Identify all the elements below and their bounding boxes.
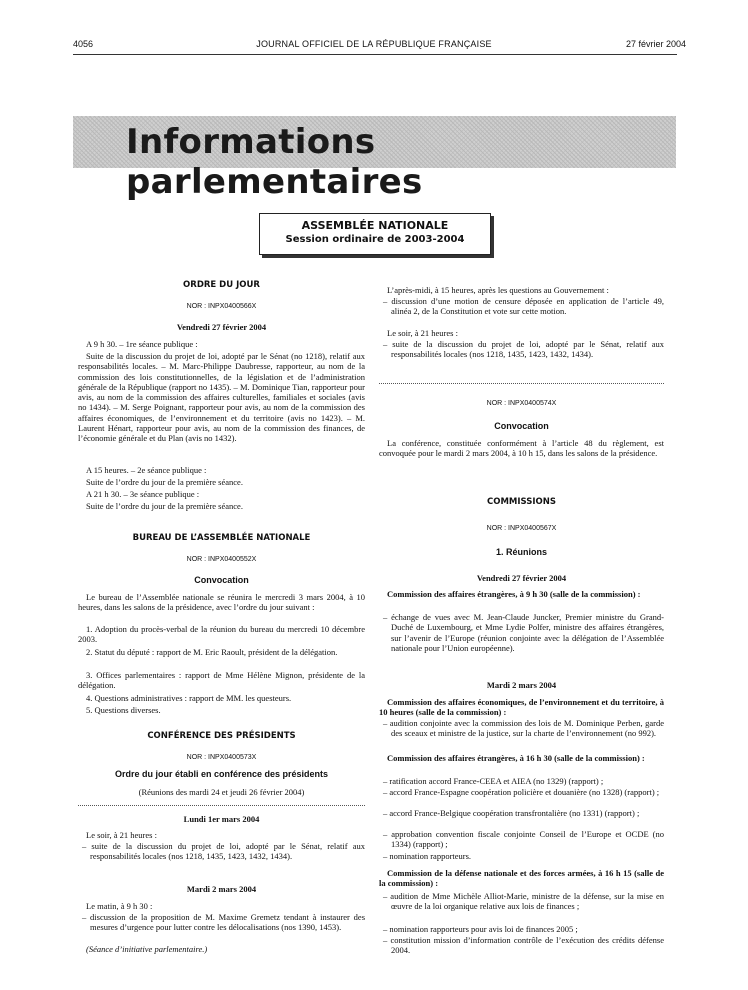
etr2-item-5: – nomination rapporteurs.: [383, 851, 472, 861]
section-banner: [73, 116, 676, 202]
convocation-heading: Convocation: [494, 421, 549, 431]
seance3: A 21 h 30. – 3e séance publique :: [86, 489, 200, 499]
bureau-item-3: 3. Offices parlementaires : rapport de Mme Hélène Mignon, présidente de la délégation.: [78, 670, 365, 691]
mardi-heading-right: Mardi 2 mars 2004: [486, 680, 557, 690]
apresmidi: L’après-midi, à 15 heures, après les questions au Gouvernement :: [387, 285, 609, 295]
dotted-separator-right: [379, 383, 664, 384]
conference-reunions: (Réunions des mardi 24 et jeudi 26 février 2004): [138, 787, 305, 797]
etr2-item-1: – ratification accord France-CEEA et AIEA (no 1329) (rapport) ;: [383, 776, 604, 786]
etr2-item-2: – accord France-Espagne coopération policière et douanière (no 1328) (rapport) ;: [383, 787, 660, 797]
page-number: 4056: [73, 39, 94, 49]
def-item-3: – constitution mission d’information contrôle de l’exécution des crédits défense 2004.: [383, 935, 664, 956]
conference-subtitle: Ordre du jour établi en conférence des présidents: [114, 769, 329, 779]
bureau-item-1: 1. Adoption du procès-verbal de la réunion du bureau du mercredi 10 décembre 2003.: [78, 624, 365, 645]
soir: Le soir, à 21 heures :: [387, 328, 458, 338]
def-item-2: – nomination rapporteurs pour avis loi de finances 2005 ;: [383, 924, 578, 934]
lundi-item: – suite de la discussion du projet de loi, adopté par le Sénat, relatif aux responsabilités locales (nos 1218, 1435, 1423, 1432, 1434).: [82, 841, 365, 862]
assembly-box: [259, 213, 491, 255]
session-title: Session ordinaire de 2003-2004: [285, 234, 465, 245]
journal-title: JOURNAL OFFICIEL DE LA RÉPUBLIQUE FRANÇAISE: [256, 39, 492, 49]
etr-item: – échange de vues avec M. Jean-Claude Juncker, Premier ministre du Grand-Duché de Luxembourg, et Mme Lydie Polfer, ministre des affaires étrangères, sur l’avenir de l’Europe (réunion conjointe avec la délégation de l’Assemblée nationale pour l’Union européenne).: [383, 612, 664, 653]
mardi-item: – discussion de la proposition de M. Maxime Gremetz tendant à instaurer des mesures d’urgence pour lutter contre les délocalisations (nos 1390, 1453).: [82, 912, 365, 933]
header-rule: [73, 54, 677, 55]
seance2: A 15 heures. – 2e séance publique :: [86, 465, 207, 475]
suite-paragraph: Suite de la discussion du projet de loi, adopté par le Sénat (no 1218), relatif aux responsabilités locales. – M. Marc-Philippe Daubresse, rapporteur, au nom de la commission des lois constitutionnelles, de la législation et de l’administration générale de la République (rapport no 1435). – M. Dominique Tian, rapporteur pour avis, au nom de la commission des affaires culturelles, familiales et sociales (avis no 1434). – M. Serge Poignant, rapporteur pour avis, au nom de la commission des affaires économiques, de l’environnement et du territoire (avis no 1423). – M. Laurent Hénart, rapporteur pour avis, au nom de la commission des finances, de l’économie générale et du Plan (avis no 1432).: [78, 351, 365, 444]
def-item-1: – audition de Mme Michèle Alliot-Marie, ministre de la défense, sur la mise en œuvre de la loi organique relative aux lois de finances ;: [383, 891, 664, 912]
assembly-title: ASSEMBLÉE NATIONALE: [301, 219, 449, 232]
lundi-soir: Le soir, à 21 heures :: [86, 830, 157, 840]
conference-nor: NOR : INPX0400573X: [186, 754, 257, 761]
mardi-matin: Le matin, à 9 h 30 :: [86, 901, 153, 911]
mardi-heading-left: Mardi 2 mars 2004: [186, 884, 257, 894]
conference-heading: CONFÉRENCE DES PRÉSIDENTS: [147, 731, 296, 741]
reunions-heading: 1. Réunions: [495, 547, 547, 557]
conv-nor: NOR : INPX0400574X: [486, 400, 557, 407]
running-header: [0, 39, 748, 53]
bureau-paragraph: Le bureau de l’Assemblée nationale se réunira le mercredi 3 mars 2004, à 10 heures, dans les salons de la présidence, avec l’ordre du jour suivant :: [78, 592, 365, 613]
seance2-text: Suite de l’ordre du jour de la première séance.: [86, 477, 243, 487]
bureau-item-2: 2. Statut du député : rapport de M. Eric Raoult, président de la délégation.: [86, 647, 338, 657]
ordre-nor: NOR : INPX0400566X: [186, 303, 257, 310]
bureau-nor: NOR : INPX0400552X: [186, 556, 257, 563]
bureau-heading: BUREAU DE L’ASSEMBLÉE NATIONALE: [132, 533, 311, 543]
mardi-note: (Séance d’initiative parlementaire.): [86, 944, 208, 954]
seance1: A 9 h 30. – 1re séance publique :: [86, 339, 198, 349]
seance3-text: Suite de l’ordre du jour de la première séance.: [86, 501, 243, 511]
etr2-item-4: – approbation convention fiscale conjointe Conseil de l’Europe et OCDE (no 1334) (rapport) ;: [383, 829, 664, 850]
etr2-heading: Commission des affaires étrangères, à 16 h 30 (salle de la commission) :: [387, 753, 645, 763]
soir-item: – suite de la discussion du projet de loi, adopté par le Sénat, relatif aux responsabilités locales (nos 1218, 1435, 1423, 1432, 1434).: [383, 339, 664, 360]
dotted-separator: [78, 805, 365, 806]
eco-item: – audition conjointe avec la commission des lois de M. Dominique Perben, garde des sceaux et ministre de la justice, sur la charte de l’environnement (no 992).: [383, 718, 664, 739]
etr-heading: Commission des affaires étrangères, à 9 h 30 (salle de la commission) :: [387, 589, 641, 599]
def-heading: Commission de la défense nationale et des forces armées, à 16 h 15 (salle de la commission) :: [379, 868, 664, 889]
bureau-item-5: 5. Questions diverses.: [86, 705, 161, 715]
lundi-heading: Lundi 1er mars 2004: [183, 814, 260, 824]
header-date: 27 février 2004: [625, 39, 686, 49]
eco-heading: Commission des affaires économiques, de l’environnement et du territoire, à 10 heures (salle de la commission) :: [379, 697, 664, 718]
commissions-nor: NOR : INPX0400567X: [486, 525, 557, 532]
banner-title: Informations parlementaires: [126, 122, 423, 202]
bureau-item-4: 4. Questions administratives : rapport de MM. les questeurs.: [86, 693, 292, 703]
convocation-paragraph: La conférence, constituée conformément à l’article 48 du règlement, est convoquée pour le mardi 2 mars 2004, à 10 h 15, dans les salons de la présidence.: [379, 438, 664, 459]
ordre-du-jour-heading: ORDRE DU JOUR: [183, 280, 260, 290]
vendredi-heading: Vendredi 27 février 2004: [176, 322, 267, 332]
bureau-convocation-heading: Convocation: [194, 575, 249, 585]
apresmidi-item: – discussion d’une motion de censure déposée en application de l’article 49, alinéa 2, de la Constitution et vote sur cette motion.: [383, 296, 664, 317]
vendredi-heading-right: Vendredi 27 février 2004: [476, 573, 567, 583]
etr2-item-3: – accord France-Belgique coopération transfrontalière (no 1331) (rapport) ;: [383, 808, 640, 818]
commissions-heading: COMMISSIONS: [486, 497, 557, 507]
